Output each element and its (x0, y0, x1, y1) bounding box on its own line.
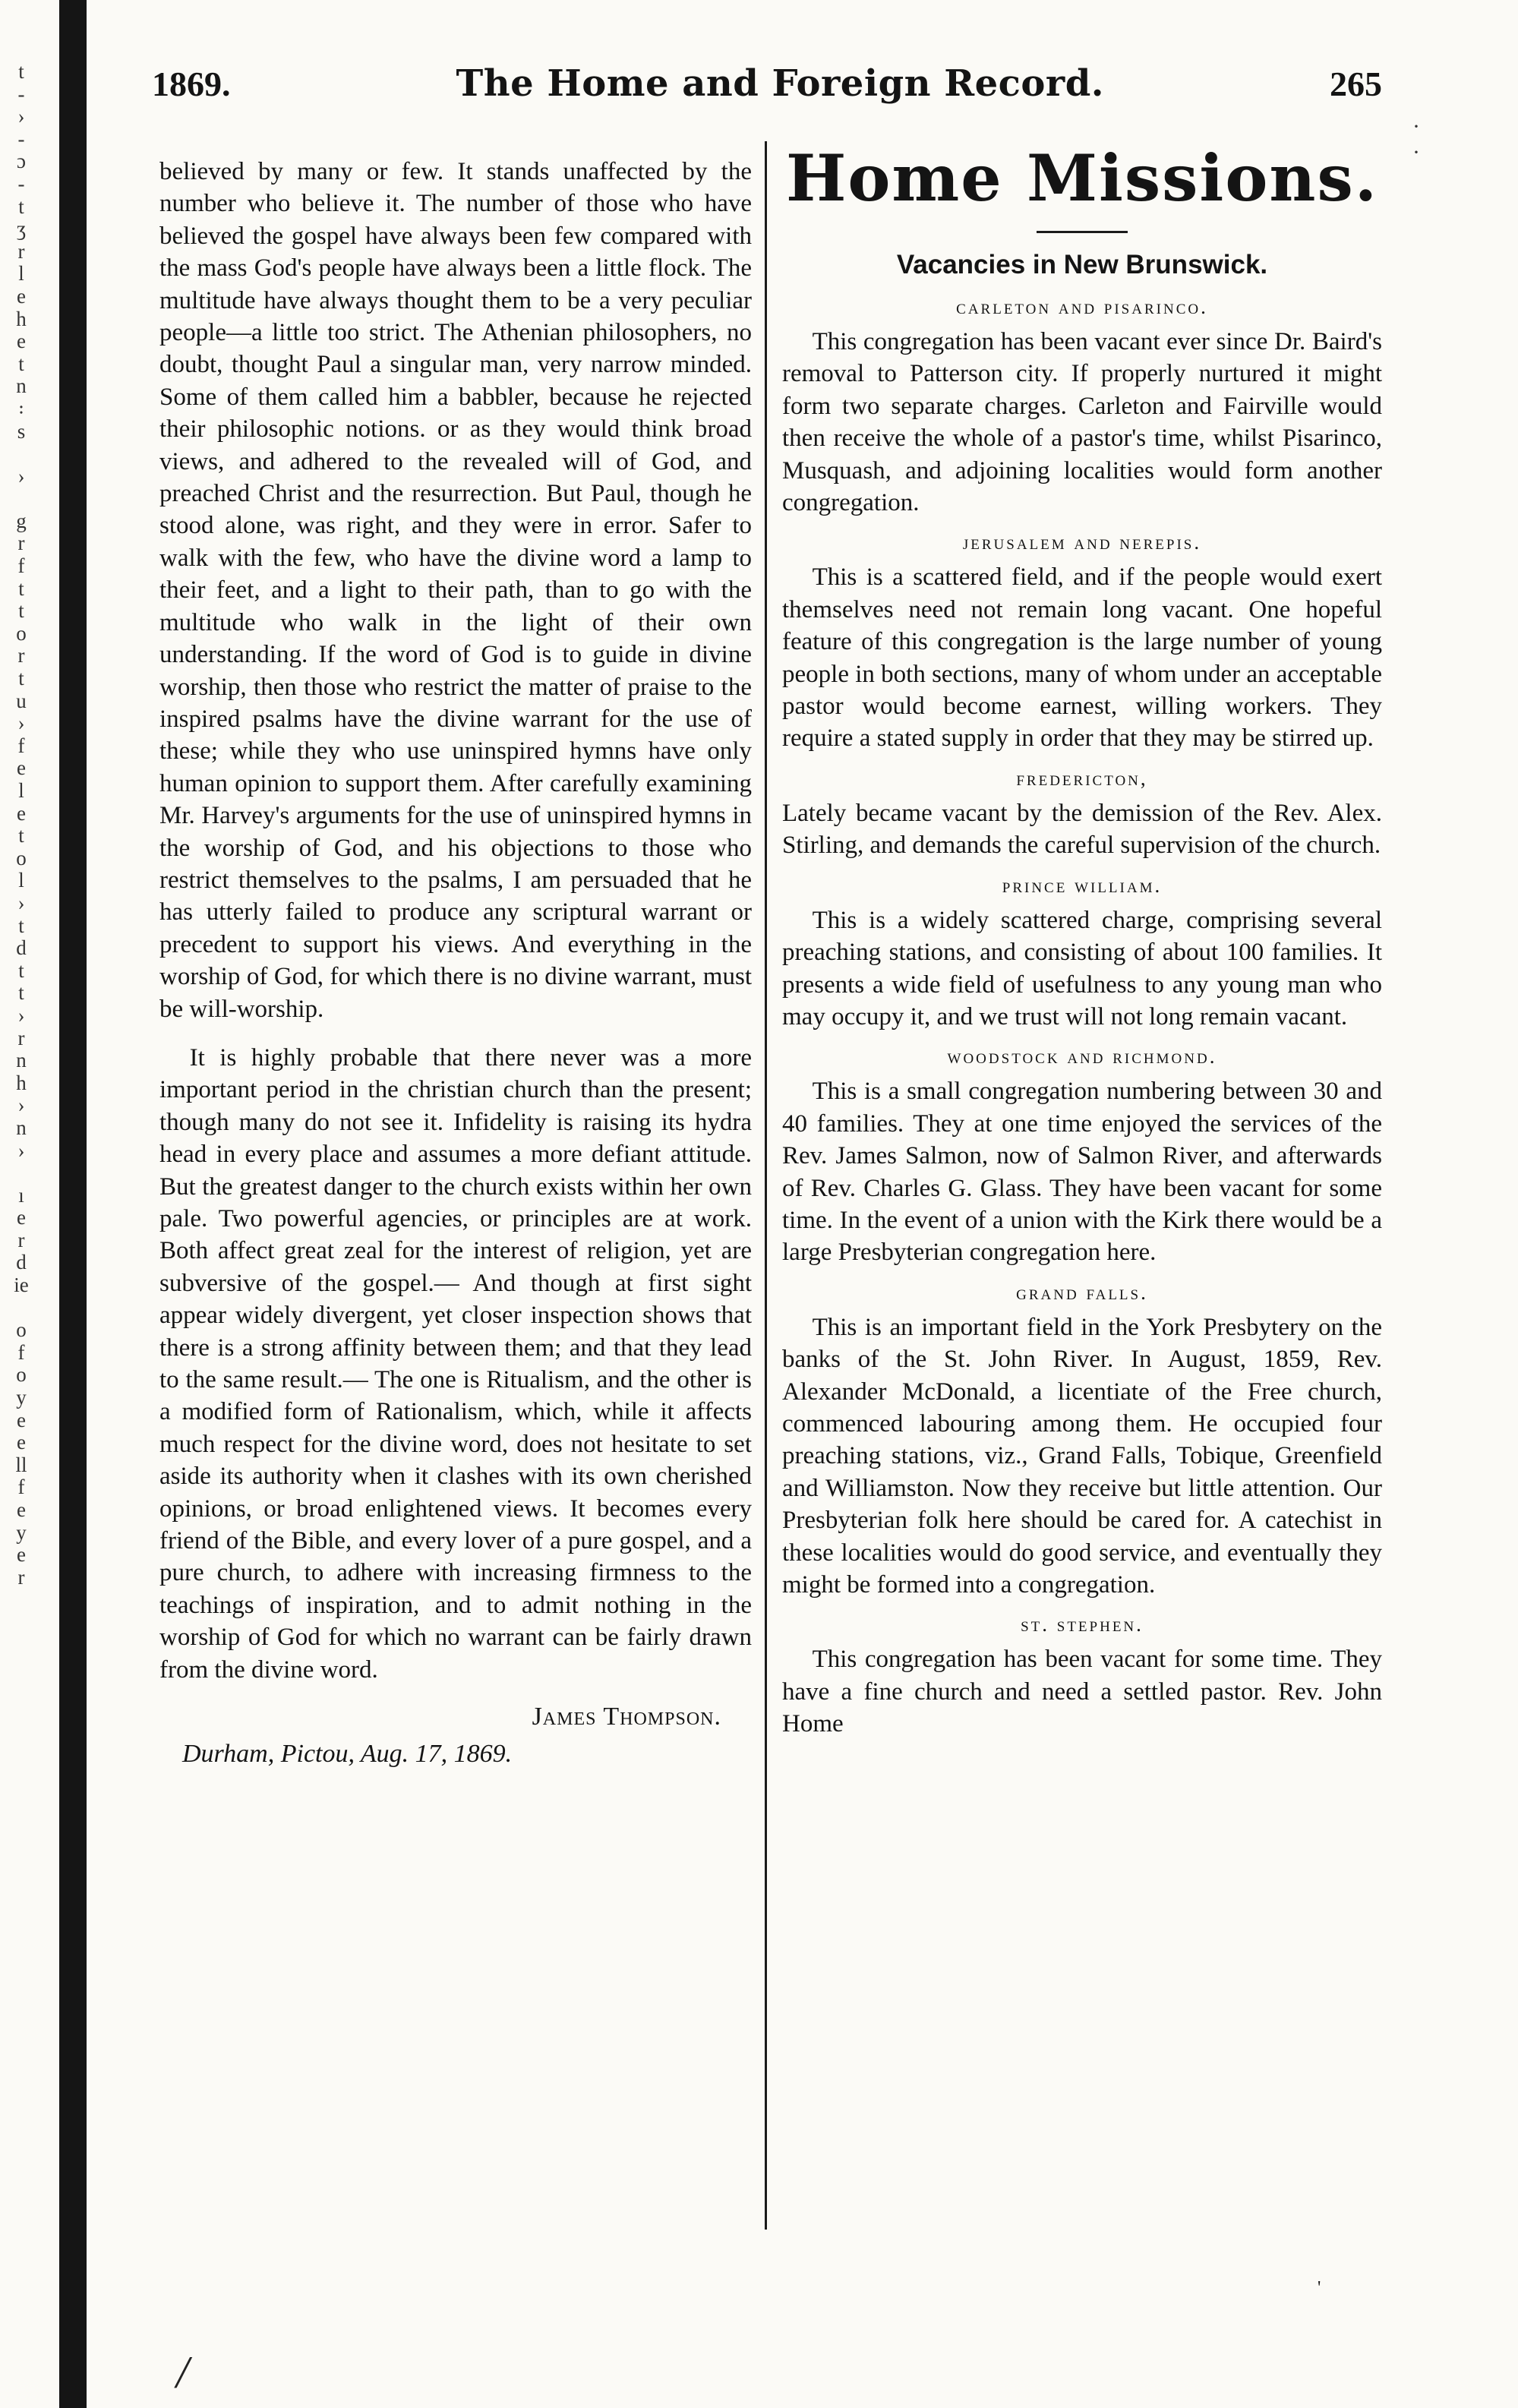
left-column (159, 156, 752, 1770)
margin-fragment: t (18, 824, 24, 847)
section-title: Home Missions. (786, 140, 1378, 216)
author-signature: James Thompson. (532, 1703, 721, 1731)
margin-fragment: ll (15, 1453, 27, 1476)
margin-fragment: ꞉ (18, 396, 24, 420)
margin-fragment: e (17, 1206, 26, 1229)
margin-fragment: › (17, 891, 25, 914)
left-paragraph-2: It is highly probable that there never was a more important period in the christian church than the present; though many do not see it. Infidelity is raising its hydra head in every place and assumes a more defiant attitude. But the greatest danger to the church exists within her own pale. Two powerful agencies, or principles are at work. Both affect great zeal for the interest of religion, yet are subversive of the gospel.— And though at first sight appear widely divergent, yet closer inspection shows that there is a strong affinity between them; and that they lead to the same result.— The one is Ritualism, and the other is a modified form of Rationalism, which, while it affects much respect for the divine word, does not hesitate to set aside its authority when it clashes with its own cherished opinions, or broad enlightened views. It becomes every friend of the Bible, and every lover of a pure gospel, and a pure church, to adhere with increasing firmness to the teachings of inspiration, and to admit nothing in the worship of God for which no warrant can be fairly drawn from the divine word. (159, 1043, 752, 1684)
title-rule (1037, 231, 1128, 233)
margin-fragment: t (18, 667, 24, 690)
entry-text: This is a scattered field, and if the people would exert themselves need not remain long vacant. One hopeful feature of this congregation is the large number of young people in both sections, many of whom under an acceptable pastor would become earnest, willing workers. They require a stated supply in order that they may be stirred up. (782, 563, 1382, 753)
margin-fragment: r (17, 532, 25, 555)
margin-fragment: o (16, 846, 27, 869)
margin-fragment: e (17, 1408, 26, 1431)
margin-fragment: r (17, 1026, 25, 1049)
margin-fragment: › (17, 464, 25, 488)
margin-fragment: n (16, 374, 27, 398)
margin-fragment: ie (14, 1273, 29, 1297)
pencil-mark: / (176, 2347, 189, 2397)
margin-fragment: e (17, 330, 26, 353)
margin-fragment: d (16, 936, 27, 960)
margin-fragment: e (17, 801, 26, 825)
margin-fragment: h (16, 307, 27, 330)
left-paragraph-1: believed by many or few. It stands unaffected by the number who believe it. The number of those who have believed the gospel have always been few compared with the mass God's people have always been a little flock. The multitude have always thought them to be a very peculiar people—a little too strict. The Athenian philosophers, no doubt, thought Paul a singular man, very narrow minded. Some of them called him a babbler, because he rejected their philosophic notions. or as they would think broad views, and adhered to the revealed will of God, and preached Christ and the resurrection. But Paul, though he stood alone, was right, and they were in error. Safer to walk with the few, who have the divine word a lamp to their feet, and a light to their path, than to go with the multitude who walk in the light of their own understanding. If the word of God is to guide in divine worship, then those who restrict the matter of praise to the inspired psalms have the divine warrant for the use of these; while they who use uninspired hymns have only human opinion to support them. After carefully examining Mr. Harvey's arguments for the use of uninspired hymns in the worship of God, and his objections to those who restrict themselves to the psalms, I am persuaded that he has utterly failed to produce any scriptural warrant or precedent to support his views. And everything in the worship of God, for which there is no divine warrant, must be will-worship. (159, 158, 752, 1023)
margin-fragment: r (17, 644, 25, 667)
margin-fragment: - (17, 82, 25, 106)
margin-fragment: l (18, 779, 24, 802)
margin-fragment: › (17, 105, 25, 128)
margin-fragment: ɔ (17, 150, 26, 173)
margin-fragment: › (17, 1003, 25, 1027)
margin-fragment: e (17, 1498, 26, 1521)
margin-fragment (0, 443, 43, 466)
margin-fragment: t (18, 599, 24, 623)
margin-fragment: t (18, 60, 24, 83)
margin-fragment: e (17, 756, 26, 780)
margin-fragment: o (16, 1363, 27, 1387)
place-heading: st. stephen. (1021, 1613, 1144, 1636)
page-number: 265 (1329, 65, 1382, 103)
margin-fragment: t (18, 981, 24, 1005)
place-heading: prince william. (1002, 873, 1163, 897)
column-divider (765, 141, 767, 2230)
margin-fragment (0, 488, 43, 510)
entry-text: This congregation has been vacant ever since Dr. Baird's removal to Patterson city. If properly nurtured it might form two separate charges. Carleton and Fairville would then receive the whole of a pastor's time, whilst Pisarinco, Musquash, and adjoining localities would form another congregation. (782, 328, 1382, 517)
margin-fragment: y (16, 1386, 27, 1409)
margin-fragment: - (17, 172, 25, 195)
margin-fragment: n (16, 1049, 27, 1072)
margin-fragment: o (16, 1318, 27, 1342)
margin-fragment: t (18, 352, 24, 375)
margin-fragment: e (17, 1431, 26, 1454)
entry-text: This is a widely scattered charge, comprising several preaching stations, and consisting of about 100 families. It presents a wide field of usefulness to any young man who may occupy it, and we trust will not long remain vacant. (782, 906, 1382, 1030)
right-column (782, 137, 1382, 1741)
entry-text: This is a small congregation numbering between 30 and 40 families. They at one time enjoyed the services of the Rev. James Salmon, now of Salmon River, and afterwards of Rev. Charles G. Glass. They have been vacant for some time. In the event of a union with the Kirk there would be a large Presbyterian congregation here. (782, 1078, 1382, 1267)
margin-fragment: f (17, 1475, 25, 1499)
margin-fragment: - (17, 127, 25, 150)
margin-fragment: f (17, 734, 25, 757)
margin-fragment: u (16, 689, 27, 712)
margin-fragment: t (18, 914, 24, 937)
margin-fragment: y (16, 1520, 27, 1544)
margin-fragment: › (17, 1094, 25, 1117)
place-heading: fredericton, (1016, 766, 1148, 790)
entry-text: Lately became vacant by the demission of the Rev. Alex. Stirling, and demands the careful supervision of the church. (782, 799, 1382, 860)
entry-text: This congregation has been vacant for some time. They have a fine church and need a settled pastor. Rev. John Home (782, 1646, 1382, 1738)
margin-fragment: t (18, 958, 24, 982)
binding-shadow (59, 0, 87, 2408)
margin-fragment: l (18, 869, 24, 892)
entry-text: This is an important field in the York Presbytery on the banks of the St. John River. In August, 1859, Rev. Alexander McDonald, a licentiate of the Free church, commenced labouring among them. He occupied four preaching stations, viz., Grand Falls, Tobique, Greenfield and Williamston. Now they receive but little attention. Our Presbyterian folk here should be cared for. A catechist in these localities would do good service, and eventually they might be formed into a congregation. (782, 1313, 1382, 1598)
margin-fragment: r (17, 239, 25, 263)
margin-fragment: f (17, 554, 25, 578)
margin-fragment: t (18, 194, 24, 218)
margin-fragment: r (17, 1565, 25, 1589)
margin-fragment: e (17, 1543, 26, 1567)
place-heading: woodstock and richmond. (947, 1045, 1217, 1068)
margin-fragment: o (16, 621, 27, 645)
page-header (152, 62, 1382, 123)
margin-fragment: e (17, 284, 26, 308)
page-mark: ' (1318, 2278, 1321, 2298)
place-heading: jerusalem and nerepis. (962, 531, 1202, 554)
margin-fragment: l (18, 262, 24, 286)
dateline: Durham, Pictou, Aug. 17, 1869. (182, 1739, 513, 1768)
margin-fragment: d (16, 1251, 27, 1274)
margin-fragment: t (18, 576, 24, 600)
place-heading: carleton and pisarinco. (956, 295, 1208, 318)
margin-fragment: r (17, 1228, 25, 1251)
margin-fragment: h (16, 1071, 27, 1094)
place-heading: grand falls. (1016, 1280, 1148, 1304)
margin-fragment: ı (18, 1183, 24, 1207)
cropped-margin-letters (0, 61, 43, 1589)
margin-fragment: s (17, 419, 26, 443)
margin-fragment: ʒ (17, 217, 26, 241)
margin-fragment (0, 1162, 43, 1185)
margin-fragment (0, 1297, 43, 1320)
margin-fragment: g (16, 509, 27, 532)
journal-title: The Home and Foreign Record. (456, 62, 1104, 105)
header-dots: · · (1412, 114, 1420, 165)
margin-fragment: n (16, 1116, 27, 1139)
subsection-title: Vacancies in New Brunswick. (896, 250, 1268, 279)
header-year: 1869. (152, 65, 231, 103)
margin-fragment: › (17, 1138, 25, 1162)
margin-fragment: f (17, 1340, 25, 1364)
margin-fragment: › (17, 712, 25, 735)
